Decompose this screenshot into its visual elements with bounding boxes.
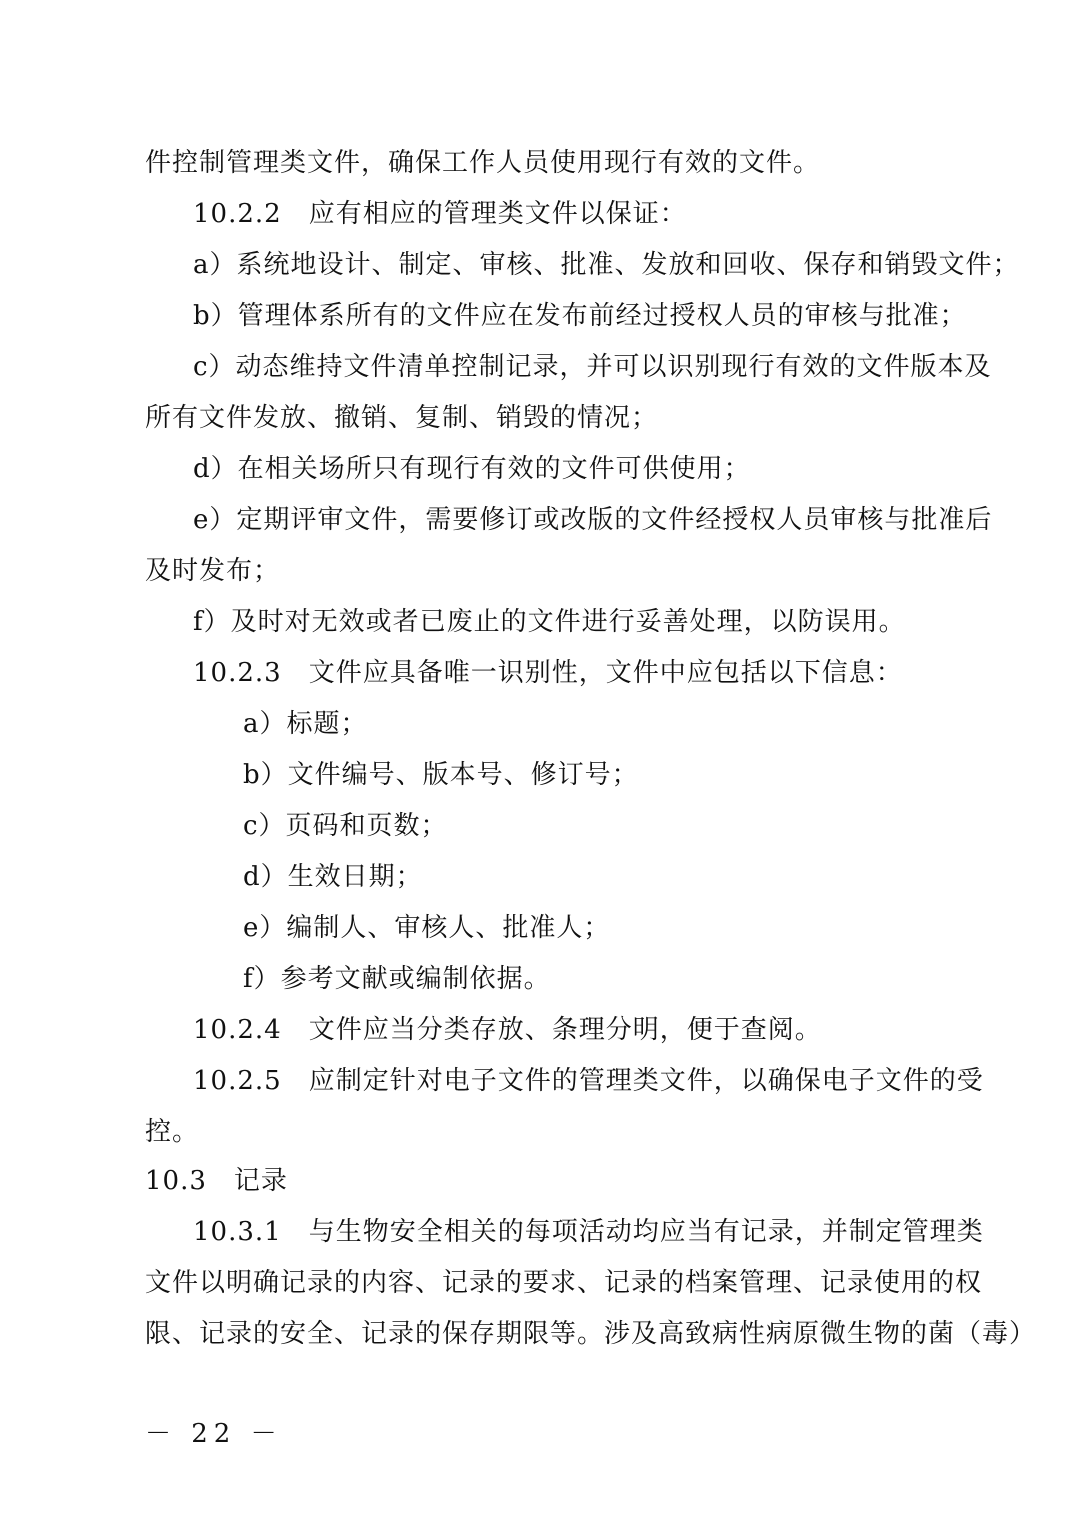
text-line: 限、记录的安全、记录的保存期限等。涉及高致病性病原微生物的菌（毒） <box>145 1319 1037 1349</box>
section-heading-10-2-2: 10.2.2 应有相应的管理类文件以保证： <box>193 199 687 229</box>
section-heading-10-2-4: 10.2.4 文件应当分类存放、条理分明，便于查阅。 <box>193 1015 822 1045</box>
list-item: b）文件编号、版本号、修订号； <box>243 760 639 790</box>
page-number: － 22 － <box>145 1419 283 1449</box>
text-line: 件控制管理类文件，确保工作人员使用现行有效的文件。 <box>145 148 821 178</box>
list-item: e）编制人、审核人、批准人； <box>243 913 611 943</box>
list-item: c）动态维持文件清单控制记录，并可以识别现行有效的文件版本及 <box>193 352 992 382</box>
text-line: 文件以明确记录的内容、记录的要求、记录的档案管理、记录使用的权 <box>145 1268 983 1298</box>
section-heading-10-3: 10.3 记录 <box>145 1166 288 1196</box>
list-item: d）在相关场所只有现行有效的文件可供使用； <box>193 454 751 484</box>
section-heading-10-2-3: 10.2.3 文件应具备唯一识别性，文件中应包括以下信息： <box>193 658 903 688</box>
list-item: c）页码和页数； <box>243 811 448 841</box>
section-heading-10-3-1: 10.3.1 与生物安全相关的每项活动均应当有记录，并制定管理类 <box>193 1217 984 1247</box>
list-item: f）及时对无效或者已废止的文件进行妥善处理，以防误用。 <box>193 607 906 637</box>
list-item: b）管理体系所有的文件应在发布前经过授权人员的审核与批准； <box>193 301 967 331</box>
list-item: d）生效日期； <box>243 862 423 892</box>
section-heading-10-2-5: 10.2.5 应制定针对电子文件的管理类文件，以确保电子文件的受 <box>193 1066 984 1096</box>
text-line: 及时发布； <box>145 556 281 586</box>
list-item: f）参考文献或编制依据。 <box>243 964 551 994</box>
text-line: 所有文件发放、撤销、复制、销毁的情况； <box>145 403 659 433</box>
text-line: 控。 <box>145 1117 200 1147</box>
list-item: a）标题； <box>243 709 368 739</box>
list-item: e）定期评审文件，需要修订或改版的文件经授权人员审核与批准后 <box>193 505 993 535</box>
list-item: a）系统地设计、制定、审核、批准、发放和回收、保存和销毁文件； <box>193 250 1020 280</box>
